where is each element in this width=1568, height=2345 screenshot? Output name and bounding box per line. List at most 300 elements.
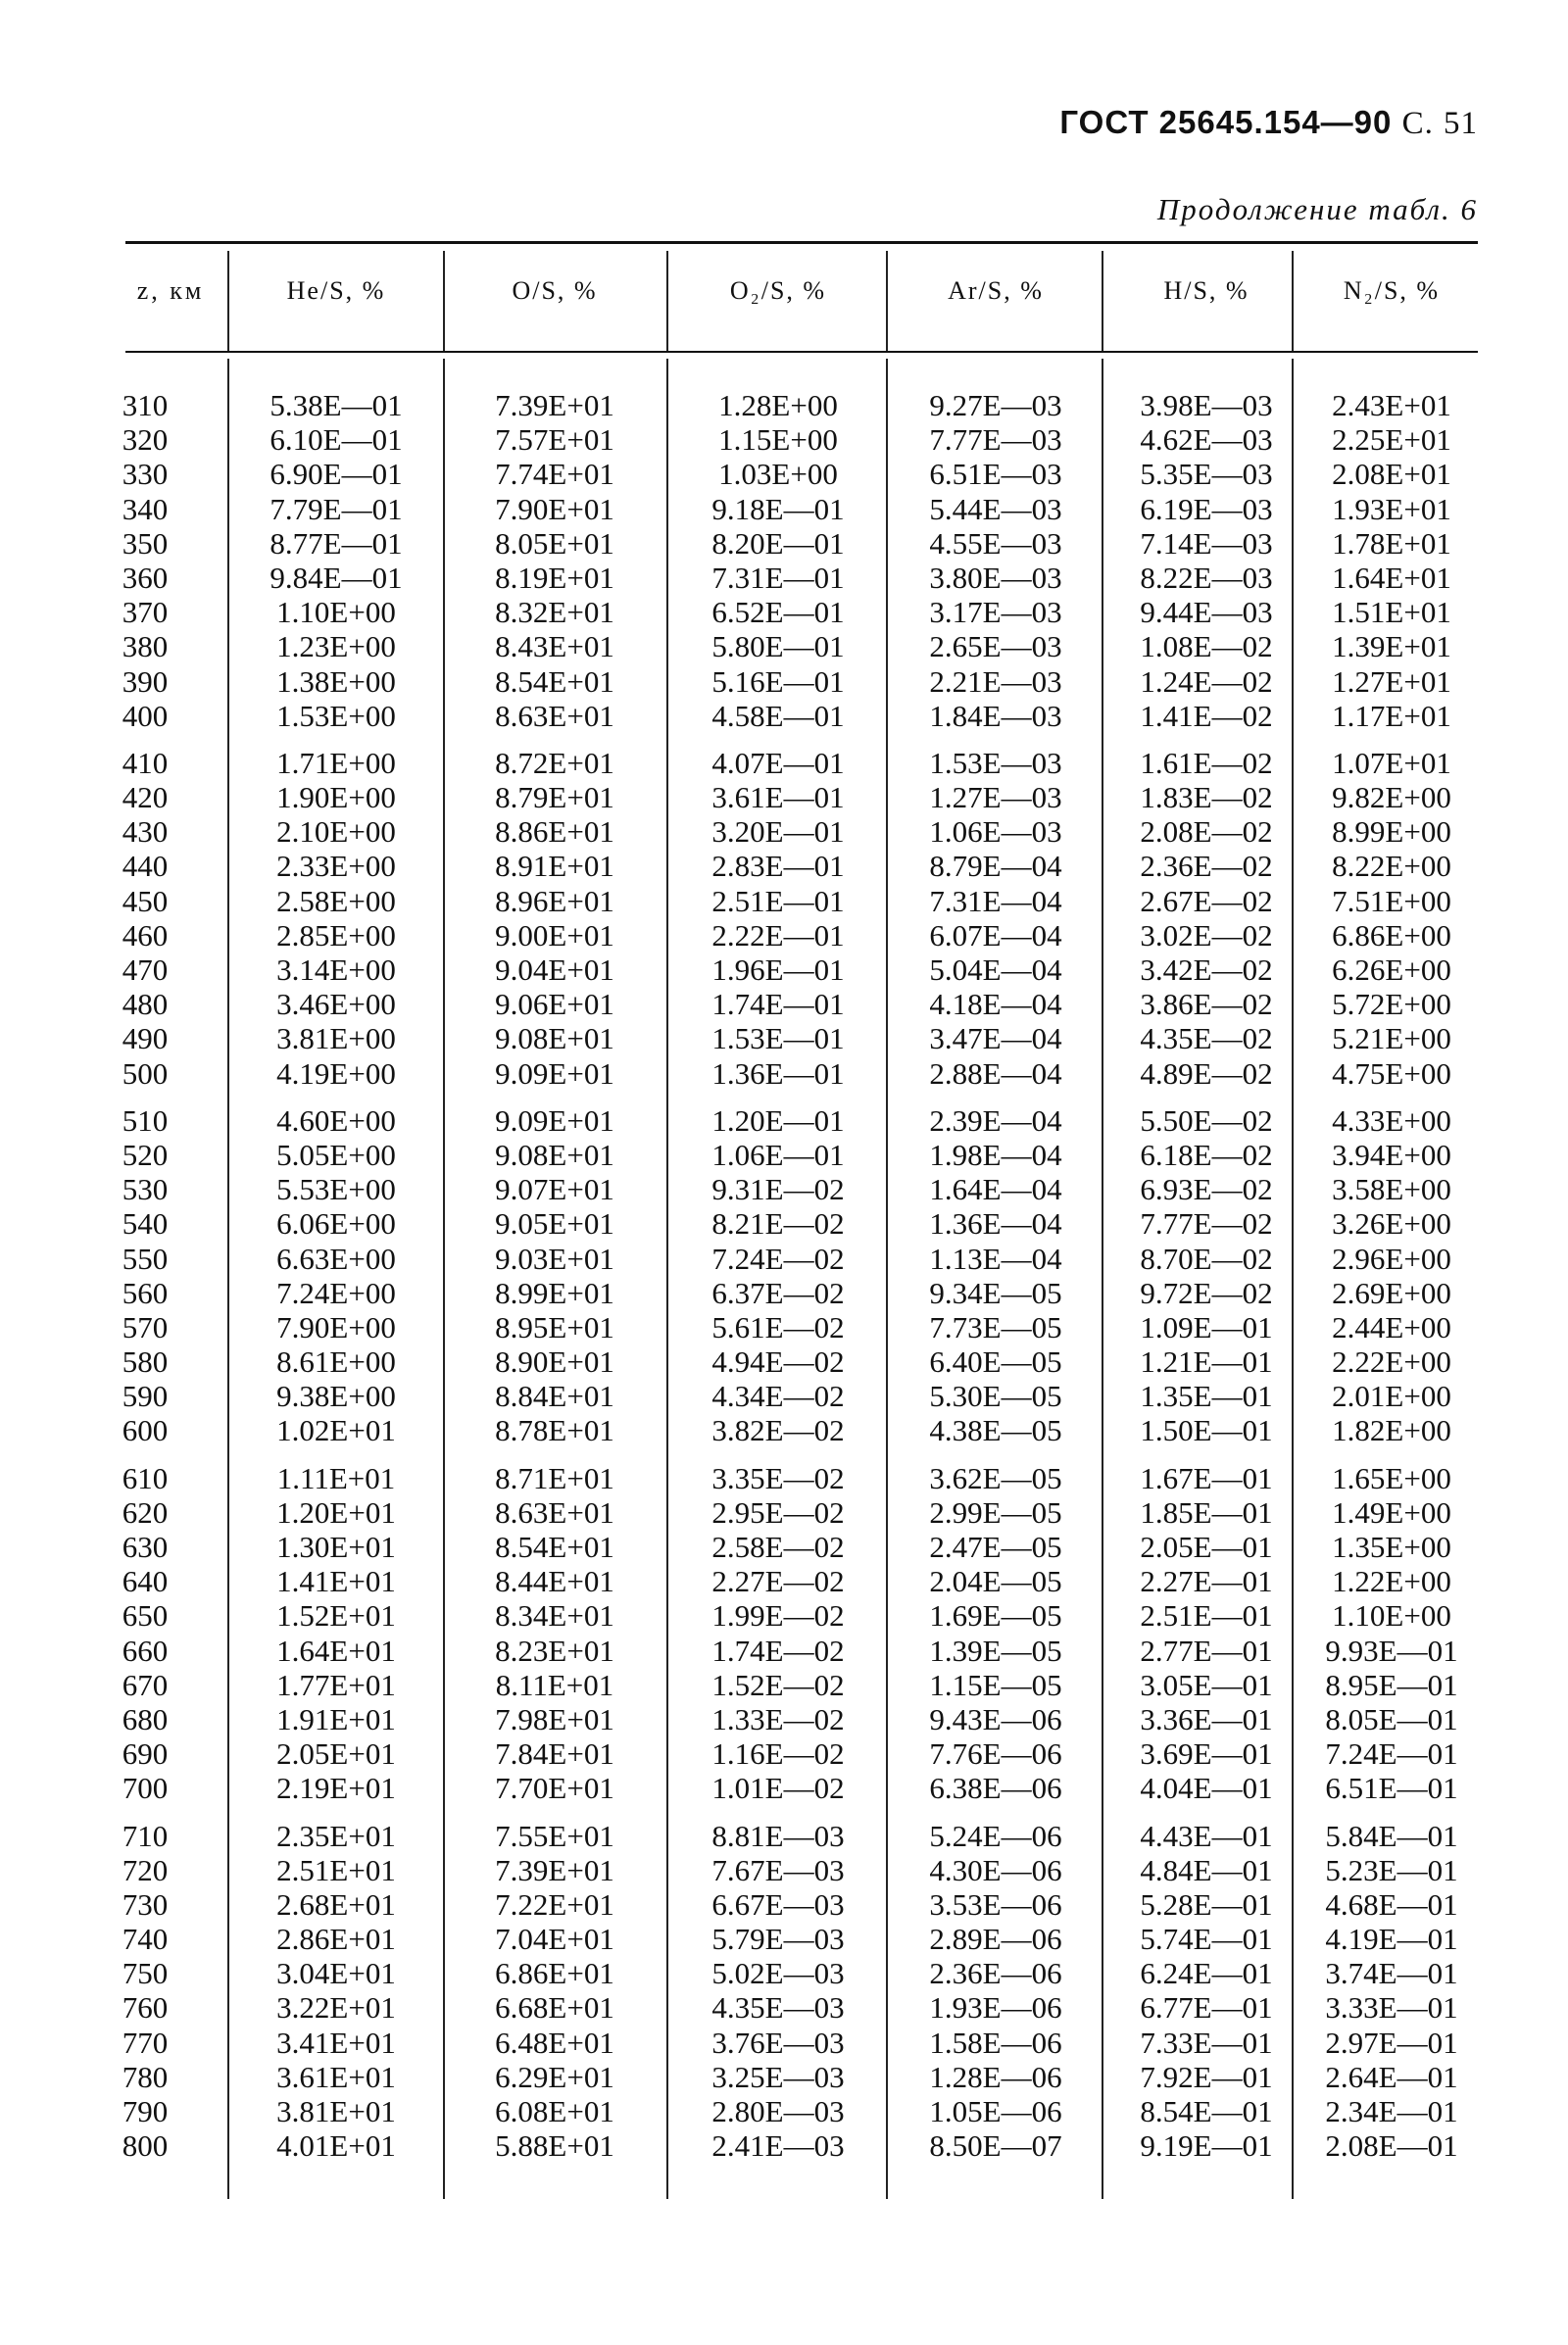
ar-ratio-cell: 5.44E—03 bbox=[929, 491, 1062, 526]
he-ratio-cell: 1.77E+01 bbox=[276, 1667, 396, 1702]
h-ratio-cell: 4.35E—02 bbox=[1140, 1021, 1273, 1056]
o-ratio-cell: 7.90E+01 bbox=[495, 491, 614, 526]
o-ratio-cell: 8.34E+01 bbox=[495, 1598, 614, 1634]
he-ratio-cell: 2.86E+01 bbox=[276, 1922, 396, 1957]
altitude-cell: 600 bbox=[122, 1413, 169, 1448]
n2-ratio-cell: 1.17E+01 bbox=[1332, 698, 1451, 733]
he-ratio-cell: 2.35E+01 bbox=[276, 1818, 396, 1853]
altitude-cell: 780 bbox=[122, 2059, 169, 2094]
o-ratio-cell: 7.70E+01 bbox=[495, 1771, 614, 1806]
altitude-cell: 560 bbox=[122, 1275, 169, 1310]
h-ratio-cell: 1.67E—01 bbox=[1140, 1460, 1273, 1495]
o2-ratio-cell: 3.35E—02 bbox=[711, 1460, 845, 1495]
o-ratio-cell: 8.84E+01 bbox=[495, 1379, 614, 1414]
table-row bbox=[0, 561, 1568, 595]
o-ratio-cell: 8.63E+01 bbox=[495, 1494, 614, 1530]
he-ratio-cell: 6.06E+00 bbox=[276, 1206, 396, 1242]
he-ratio-cell: 3.41E+01 bbox=[276, 2025, 396, 2060]
table-row bbox=[0, 2128, 1568, 2163]
he-ratio-cell: 8.77E—01 bbox=[270, 525, 403, 561]
o-ratio-cell: 8.86E+01 bbox=[495, 814, 614, 850]
altitude-cell: 700 bbox=[122, 1771, 169, 1806]
ar-ratio-cell: 1.36E—04 bbox=[929, 1206, 1062, 1242]
column-header-ar: Ar/S, % bbox=[948, 276, 1044, 305]
o-ratio-cell: 7.22E+01 bbox=[495, 1886, 614, 1922]
o-ratio-cell: 8.23E+01 bbox=[495, 1633, 614, 1668]
he-ratio-cell: 1.90E+00 bbox=[276, 780, 396, 815]
altitude-cell: 360 bbox=[122, 560, 169, 595]
o-ratio-cell: 8.32E+01 bbox=[495, 595, 614, 630]
n2-ratio-cell: 8.22E+00 bbox=[1332, 849, 1451, 884]
table-row bbox=[0, 1634, 1568, 1668]
n2-ratio-cell: 1.82E+00 bbox=[1332, 1413, 1451, 1448]
row-group bbox=[0, 388, 1568, 733]
h-ratio-cell: 2.51E—01 bbox=[1140, 1598, 1273, 1634]
he-ratio-cell: 9.38E+00 bbox=[276, 1379, 396, 1414]
table-row bbox=[0, 1172, 1568, 1206]
h-ratio-cell: 1.41E—02 bbox=[1140, 698, 1273, 733]
ar-ratio-cell: 9.34E—05 bbox=[929, 1275, 1062, 1310]
o2-ratio-cell: 1.03E+00 bbox=[718, 457, 838, 492]
he-ratio-cell: 5.05E+00 bbox=[276, 1137, 396, 1172]
table-row bbox=[0, 1276, 1568, 1310]
h-ratio-cell: 4.84E—01 bbox=[1140, 1852, 1273, 1887]
he-ratio-cell: 4.19E+00 bbox=[276, 1055, 396, 1091]
ar-ratio-cell: 1.53E—03 bbox=[929, 745, 1062, 780]
table-row bbox=[0, 780, 1568, 814]
o-ratio-cell: 8.96E+01 bbox=[495, 883, 614, 918]
o-ratio-cell: 8.99E+01 bbox=[495, 1275, 614, 1310]
altitude-cell: 490 bbox=[122, 1021, 169, 1056]
h-ratio-cell: 7.92E—01 bbox=[1140, 2059, 1273, 2094]
h-ratio-cell: 2.36E—02 bbox=[1140, 849, 1273, 884]
o-ratio-cell: 8.78E+01 bbox=[495, 1413, 614, 1448]
o2-ratio-cell: 2.80E—03 bbox=[711, 2094, 845, 2128]
o-ratio-cell: 5.88E+01 bbox=[495, 2128, 614, 2164]
h-ratio-cell: 4.04E—01 bbox=[1140, 1771, 1273, 1806]
n2-ratio-cell: 8.99E+00 bbox=[1332, 814, 1451, 850]
n2-ratio-cell: 2.44E+00 bbox=[1332, 1309, 1451, 1344]
table-row bbox=[0, 1956, 1568, 1990]
o2-ratio-cell: 1.06E—01 bbox=[711, 1137, 845, 1172]
table-row bbox=[0, 1668, 1568, 1702]
o-ratio-cell: 8.54E+01 bbox=[495, 1530, 614, 1564]
n2-ratio-cell: 3.58E+00 bbox=[1332, 1172, 1451, 1207]
o-ratio-cell: 9.03E+01 bbox=[495, 1241, 614, 1276]
o2-ratio-cell: 3.20E—01 bbox=[711, 814, 845, 850]
column-header-o2: O₂/S, % bbox=[729, 276, 827, 305]
h-ratio-cell: 1.50E—01 bbox=[1140, 1413, 1273, 1448]
altitude-cell: 570 bbox=[122, 1309, 169, 1344]
ar-ratio-cell: 6.51E—03 bbox=[929, 457, 1062, 492]
o-ratio-cell: 7.39E+01 bbox=[495, 1852, 614, 1887]
table-row bbox=[0, 1056, 1568, 1091]
table-row bbox=[0, 1736, 1568, 1771]
altitude-cell: 740 bbox=[122, 1922, 169, 1957]
row-group bbox=[0, 746, 1568, 1091]
o-ratio-cell: 9.06E+01 bbox=[495, 987, 614, 1022]
n2-ratio-cell: 2.64E—01 bbox=[1325, 2059, 1458, 2094]
n2-ratio-cell: 7.51E+00 bbox=[1332, 883, 1451, 918]
altitude-cell: 380 bbox=[122, 629, 169, 664]
o-ratio-cell: 8.54E+01 bbox=[495, 663, 614, 699]
n2-ratio-cell: 3.26E+00 bbox=[1332, 1206, 1451, 1242]
altitude-cell: 800 bbox=[122, 2128, 169, 2164]
ar-ratio-cell: 4.55E—03 bbox=[929, 525, 1062, 561]
standard-number: ГОСТ 25645.154—90 bbox=[1059, 104, 1393, 140]
n2-ratio-cell: 8.95E—01 bbox=[1325, 1667, 1458, 1702]
altitude-cell: 350 bbox=[122, 525, 169, 561]
o-ratio-cell: 6.29E+01 bbox=[495, 2059, 614, 2094]
o2-ratio-cell: 1.20E—01 bbox=[711, 1102, 845, 1138]
n2-ratio-cell: 5.84E—01 bbox=[1325, 1818, 1458, 1853]
o-ratio-cell: 8.63E+01 bbox=[495, 698, 614, 733]
h-ratio-cell: 5.28E—01 bbox=[1140, 1886, 1273, 1922]
h-ratio-cell: 5.50E—02 bbox=[1140, 1102, 1273, 1138]
h-ratio-cell: 2.67E—02 bbox=[1140, 883, 1273, 918]
table-row bbox=[0, 526, 1568, 561]
ar-ratio-cell: 1.13E—04 bbox=[929, 1241, 1062, 1276]
ar-ratio-cell: 1.28E—06 bbox=[929, 2059, 1062, 2094]
table-row bbox=[0, 1495, 1568, 1530]
table-row bbox=[0, 1379, 1568, 1413]
o2-ratio-cell: 2.41E—03 bbox=[711, 2128, 845, 2164]
ar-ratio-cell: 9.27E—03 bbox=[929, 388, 1062, 422]
o-ratio-cell: 6.48E+01 bbox=[495, 2025, 614, 2060]
table-row bbox=[0, 1990, 1568, 2025]
column-divider bbox=[227, 251, 229, 351]
header-bottom-rule bbox=[125, 351, 1478, 353]
n2-ratio-cell: 9.82E+00 bbox=[1332, 780, 1451, 815]
n2-ratio-cell: 2.96E+00 bbox=[1332, 1241, 1451, 1276]
n2-ratio-cell: 2.08E+01 bbox=[1332, 457, 1451, 492]
altitude-cell: 400 bbox=[122, 698, 169, 733]
altitude-cell: 520 bbox=[122, 1137, 169, 1172]
h-ratio-cell: 4.43E—01 bbox=[1140, 1818, 1273, 1853]
ar-ratio-cell: 4.30E—06 bbox=[929, 1852, 1062, 1887]
o-ratio-cell: 9.00E+01 bbox=[495, 917, 614, 953]
h-ratio-cell: 5.35E—03 bbox=[1140, 457, 1273, 492]
he-ratio-cell: 3.04E+01 bbox=[276, 1956, 396, 1991]
ar-ratio-cell: 1.58E—06 bbox=[929, 2025, 1062, 2060]
table-row bbox=[0, 1103, 1568, 1138]
altitude-cell: 530 bbox=[122, 1172, 169, 1207]
n2-ratio-cell: 6.51E—01 bbox=[1325, 1771, 1458, 1806]
table-row bbox=[0, 1887, 1568, 1922]
altitude-cell: 320 bbox=[122, 422, 169, 458]
o2-ratio-cell: 5.16E—01 bbox=[711, 663, 845, 699]
n2-ratio-cell: 4.19E—01 bbox=[1325, 1922, 1458, 1957]
he-ratio-cell: 1.52E+01 bbox=[276, 1598, 396, 1634]
o-ratio-cell: 8.72E+01 bbox=[495, 745, 614, 780]
o-ratio-cell: 8.95E+01 bbox=[495, 1309, 614, 1344]
he-ratio-cell: 3.14E+00 bbox=[276, 953, 396, 987]
table-row bbox=[0, 849, 1568, 883]
h-ratio-cell: 3.86E—02 bbox=[1140, 987, 1273, 1022]
o-ratio-cell: 8.19E+01 bbox=[495, 560, 614, 595]
ar-ratio-cell: 1.64E—04 bbox=[929, 1172, 1062, 1207]
altitude-cell: 610 bbox=[122, 1460, 169, 1495]
h-ratio-cell: 8.22E—03 bbox=[1140, 560, 1273, 595]
column-header-h: H/S, % bbox=[1163, 276, 1250, 305]
table-row bbox=[0, 918, 1568, 953]
o-ratio-cell: 8.44E+01 bbox=[495, 1564, 614, 1599]
column-divider bbox=[443, 251, 445, 351]
altitude-cell: 770 bbox=[122, 2025, 169, 2060]
table-row bbox=[0, 1598, 1568, 1633]
o2-ratio-cell: 4.34E—02 bbox=[711, 1379, 845, 1414]
table-row bbox=[0, 987, 1568, 1021]
ar-ratio-cell: 3.17E—03 bbox=[929, 595, 1062, 630]
table-row bbox=[0, 2026, 1568, 2060]
h-ratio-cell: 3.02E—02 bbox=[1140, 917, 1273, 953]
h-ratio-cell: 2.08E—02 bbox=[1140, 814, 1273, 850]
ar-ratio-cell: 1.05E—06 bbox=[929, 2094, 1062, 2128]
altitude-cell: 620 bbox=[122, 1494, 169, 1530]
he-ratio-cell: 4.60E+00 bbox=[276, 1102, 396, 1138]
page-header bbox=[1059, 104, 1478, 142]
altitude-cell: 500 bbox=[122, 1055, 169, 1091]
ar-ratio-cell: 5.30E—05 bbox=[929, 1379, 1062, 1414]
o-ratio-cell: 9.08E+01 bbox=[495, 1137, 614, 1172]
n2-ratio-cell: 9.93E—01 bbox=[1325, 1633, 1458, 1668]
table-row bbox=[0, 1242, 1568, 1276]
n2-ratio-cell: 1.65E+00 bbox=[1332, 1460, 1451, 1495]
o2-ratio-cell: 1.33E—02 bbox=[711, 1701, 845, 1736]
o2-ratio-cell: 9.18E—01 bbox=[711, 491, 845, 526]
o-ratio-cell: 7.39E+01 bbox=[495, 388, 614, 422]
o2-ratio-cell: 7.31E—01 bbox=[711, 560, 845, 595]
ar-ratio-cell: 5.24E—06 bbox=[929, 1818, 1062, 1853]
n2-ratio-cell: 6.86E+00 bbox=[1332, 917, 1451, 953]
concentration-table-body bbox=[0, 388, 1568, 2175]
h-ratio-cell: 7.33E—01 bbox=[1140, 2025, 1273, 2060]
ar-ratio-cell: 2.36E—06 bbox=[929, 1956, 1062, 1991]
table-top-rule bbox=[125, 241, 1478, 244]
n2-ratio-cell: 1.49E+00 bbox=[1332, 1494, 1451, 1530]
o-ratio-cell: 7.04E+01 bbox=[495, 1922, 614, 1957]
h-ratio-cell: 6.77E—01 bbox=[1140, 1990, 1273, 2026]
ar-ratio-cell: 3.62E—05 bbox=[929, 1460, 1062, 1495]
altitude-cell: 790 bbox=[122, 2094, 169, 2128]
n2-ratio-cell: 2.22E+00 bbox=[1332, 1344, 1451, 1380]
he-ratio-cell: 3.61E+01 bbox=[276, 2059, 396, 2094]
column-divider bbox=[1102, 251, 1103, 351]
table-row bbox=[0, 814, 1568, 849]
o-ratio-cell: 8.71E+01 bbox=[495, 1460, 614, 1495]
table-row bbox=[0, 1413, 1568, 1447]
h-ratio-cell: 1.61E—02 bbox=[1140, 745, 1273, 780]
ar-ratio-cell: 1.06E—03 bbox=[929, 814, 1062, 850]
table-row bbox=[0, 1310, 1568, 1344]
altitude-cell: 580 bbox=[122, 1344, 169, 1380]
altitude-cell: 650 bbox=[122, 1598, 169, 1634]
n2-ratio-cell: 1.93E+01 bbox=[1332, 491, 1451, 526]
n2-ratio-cell: 2.43E+01 bbox=[1332, 388, 1451, 422]
he-ratio-cell: 4.01E+01 bbox=[276, 2128, 396, 2164]
h-ratio-cell: 1.85E—01 bbox=[1140, 1494, 1273, 1530]
n2-ratio-cell: 2.01E+00 bbox=[1332, 1379, 1451, 1414]
ar-ratio-cell: 1.84E—03 bbox=[929, 698, 1062, 733]
table-row bbox=[0, 1819, 1568, 1853]
h-ratio-cell: 3.05E—01 bbox=[1140, 1667, 1273, 1702]
o2-ratio-cell: 8.21E—02 bbox=[711, 1206, 845, 1242]
o2-ratio-cell: 2.27E—02 bbox=[711, 1564, 845, 1599]
n2-ratio-cell: 2.97E—01 bbox=[1325, 2025, 1458, 2060]
ar-ratio-cell: 3.53E—06 bbox=[929, 1886, 1062, 1922]
ar-ratio-cell: 6.40E—05 bbox=[929, 1344, 1062, 1380]
n2-ratio-cell: 1.78E+01 bbox=[1332, 525, 1451, 561]
h-ratio-cell: 8.54E—01 bbox=[1140, 2094, 1273, 2128]
h-ratio-cell: 3.98E—03 bbox=[1140, 388, 1273, 422]
o-ratio-cell: 7.98E+01 bbox=[495, 1701, 614, 1736]
table-row bbox=[0, 1702, 1568, 1736]
h-ratio-cell: 5.74E—01 bbox=[1140, 1922, 1273, 1957]
he-ratio-cell: 6.90E—01 bbox=[270, 457, 403, 492]
h-ratio-cell: 4.62E—03 bbox=[1140, 422, 1273, 458]
column-divider bbox=[1292, 251, 1294, 351]
altitude-cell: 430 bbox=[122, 814, 169, 850]
ar-ratio-cell: 2.21E—03 bbox=[929, 663, 1062, 699]
o2-ratio-cell: 6.67E—03 bbox=[711, 1886, 845, 1922]
he-ratio-cell: 1.38E+00 bbox=[276, 663, 396, 699]
row-group bbox=[0, 1461, 1568, 1806]
ar-ratio-cell: 5.04E—04 bbox=[929, 953, 1062, 987]
o2-ratio-cell: 2.83E—01 bbox=[711, 849, 845, 884]
n2-ratio-cell: 1.22E+00 bbox=[1332, 1564, 1451, 1599]
ar-ratio-cell: 3.47E—04 bbox=[929, 1021, 1062, 1056]
o2-ratio-cell: 1.28E+00 bbox=[718, 388, 838, 422]
o-ratio-cell: 9.07E+01 bbox=[495, 1172, 614, 1207]
he-ratio-cell: 3.22E+01 bbox=[276, 1990, 396, 2026]
ar-ratio-cell: 3.80E—03 bbox=[929, 560, 1062, 595]
he-ratio-cell: 1.41E+01 bbox=[276, 1564, 396, 1599]
ar-ratio-cell: 2.47E—05 bbox=[929, 1530, 1062, 1564]
h-ratio-cell: 9.44E—03 bbox=[1140, 595, 1273, 630]
o2-ratio-cell: 9.31E—02 bbox=[711, 1172, 845, 1207]
o2-ratio-cell: 2.51E—01 bbox=[711, 883, 845, 918]
he-ratio-cell: 6.10E—01 bbox=[270, 422, 403, 458]
o2-ratio-cell: 1.99E—02 bbox=[711, 1598, 845, 1634]
o-ratio-cell: 8.91E+01 bbox=[495, 849, 614, 884]
altitude-cell: 510 bbox=[122, 1102, 169, 1138]
o2-ratio-cell: 1.74E—01 bbox=[711, 987, 845, 1022]
n2-ratio-cell: 4.75E+00 bbox=[1332, 1055, 1451, 1091]
table-row bbox=[0, 746, 1568, 780]
h-ratio-cell: 1.24E—02 bbox=[1140, 663, 1273, 699]
o2-ratio-cell: 2.58E—02 bbox=[711, 1530, 845, 1564]
n2-ratio-cell: 3.94E+00 bbox=[1332, 1137, 1451, 1172]
altitude-cell: 390 bbox=[122, 663, 169, 699]
he-ratio-cell: 3.81E+00 bbox=[276, 1021, 396, 1056]
o-ratio-cell: 8.43E+01 bbox=[495, 629, 614, 664]
altitude-cell: 420 bbox=[122, 780, 169, 815]
ar-ratio-cell: 2.39E—04 bbox=[929, 1102, 1062, 1138]
o2-ratio-cell: 5.79E—03 bbox=[711, 1922, 845, 1957]
table-row bbox=[0, 1461, 1568, 1495]
he-ratio-cell: 1.30E+01 bbox=[276, 1530, 396, 1564]
o-ratio-cell: 7.74E+01 bbox=[495, 457, 614, 492]
ar-ratio-cell: 1.39E—05 bbox=[929, 1633, 1062, 1668]
h-ratio-cell: 4.89E—02 bbox=[1140, 1055, 1273, 1091]
o2-ratio-cell: 1.74E—02 bbox=[711, 1633, 845, 1668]
table-row bbox=[0, 457, 1568, 491]
h-ratio-cell: 6.19E—03 bbox=[1140, 491, 1273, 526]
n2-ratio-cell: 2.08E—01 bbox=[1325, 2128, 1458, 2164]
o-ratio-cell: 9.09E+01 bbox=[495, 1055, 614, 1091]
column-divider bbox=[666, 251, 668, 351]
altitude-cell: 660 bbox=[122, 1633, 169, 1668]
altitude-cell: 340 bbox=[122, 491, 169, 526]
ar-ratio-cell: 2.88E—04 bbox=[929, 1055, 1062, 1091]
he-ratio-cell: 1.11E+01 bbox=[276, 1460, 396, 1495]
h-ratio-cell: 7.14E—03 bbox=[1140, 525, 1273, 561]
n2-ratio-cell: 5.21E+00 bbox=[1332, 1021, 1451, 1056]
o2-ratio-cell: 4.07E—01 bbox=[711, 745, 845, 780]
altitude-cell: 310 bbox=[122, 388, 169, 422]
ar-ratio-cell: 2.65E—03 bbox=[929, 629, 1062, 664]
n2-ratio-cell: 5.72E+00 bbox=[1332, 987, 1451, 1022]
h-ratio-cell: 9.72E—02 bbox=[1140, 1275, 1273, 1310]
he-ratio-cell: 2.33E+00 bbox=[276, 849, 396, 884]
table-row bbox=[0, 884, 1568, 918]
n2-ratio-cell: 2.25E+01 bbox=[1332, 422, 1451, 458]
n2-ratio-cell: 1.27E+01 bbox=[1332, 663, 1451, 699]
table-row bbox=[0, 388, 1568, 422]
ar-ratio-cell: 2.99E—05 bbox=[929, 1494, 1062, 1530]
altitude-cell: 670 bbox=[122, 1667, 169, 1702]
n2-ratio-cell: 1.10E+00 bbox=[1332, 1598, 1451, 1634]
o2-ratio-cell: 1.16E—02 bbox=[711, 1736, 845, 1772]
he-ratio-cell: 1.23E+00 bbox=[276, 629, 396, 664]
ar-ratio-cell: 4.38E—05 bbox=[929, 1413, 1062, 1448]
table-row bbox=[0, 953, 1568, 987]
table-row bbox=[0, 699, 1568, 733]
table-row bbox=[0, 422, 1568, 457]
o-ratio-cell: 9.09E+01 bbox=[495, 1102, 614, 1138]
table-row bbox=[0, 492, 1568, 526]
o-ratio-cell: 9.08E+01 bbox=[495, 1021, 614, 1056]
table-row bbox=[0, 2094, 1568, 2128]
n2-ratio-cell: 6.26E+00 bbox=[1332, 953, 1451, 987]
altitude-cell: 450 bbox=[122, 883, 169, 918]
he-ratio-cell: 3.81E+01 bbox=[276, 2094, 396, 2128]
n2-ratio-cell: 4.33E+00 bbox=[1332, 1102, 1451, 1138]
ar-ratio-cell: 4.18E—04 bbox=[929, 987, 1062, 1022]
altitude-cell: 470 bbox=[122, 953, 169, 987]
table-continuation-caption: Продолжение табл. 6 bbox=[1156, 192, 1478, 226]
he-ratio-cell: 2.58E+00 bbox=[276, 883, 396, 918]
table-row bbox=[0, 664, 1568, 699]
he-ratio-cell: 2.68E+01 bbox=[276, 1886, 396, 1922]
h-ratio-cell: 6.93E—02 bbox=[1140, 1172, 1273, 1207]
column-header-z: z, км bbox=[136, 276, 205, 305]
he-ratio-cell: 2.05E+01 bbox=[276, 1736, 396, 1772]
h-ratio-cell: 8.70E—02 bbox=[1140, 1241, 1273, 1276]
h-ratio-cell: 3.36E—01 bbox=[1140, 1701, 1273, 1736]
row-group bbox=[0, 1819, 1568, 2164]
he-ratio-cell: 2.51E+01 bbox=[276, 1852, 396, 1887]
column-header-o: O/S, % bbox=[512, 276, 598, 305]
o2-ratio-cell: 3.76E—03 bbox=[711, 2025, 845, 2060]
o2-ratio-cell: 6.52E—01 bbox=[711, 595, 845, 630]
h-ratio-cell: 9.19E—01 bbox=[1140, 2128, 1273, 2164]
h-ratio-cell: 1.35E—01 bbox=[1140, 1379, 1273, 1414]
he-ratio-cell: 2.10E+00 bbox=[276, 814, 396, 850]
o2-ratio-cell: 1.15E+00 bbox=[718, 422, 838, 458]
ar-ratio-cell: 9.43E—06 bbox=[929, 1701, 1062, 1736]
table-row bbox=[0, 1206, 1568, 1241]
